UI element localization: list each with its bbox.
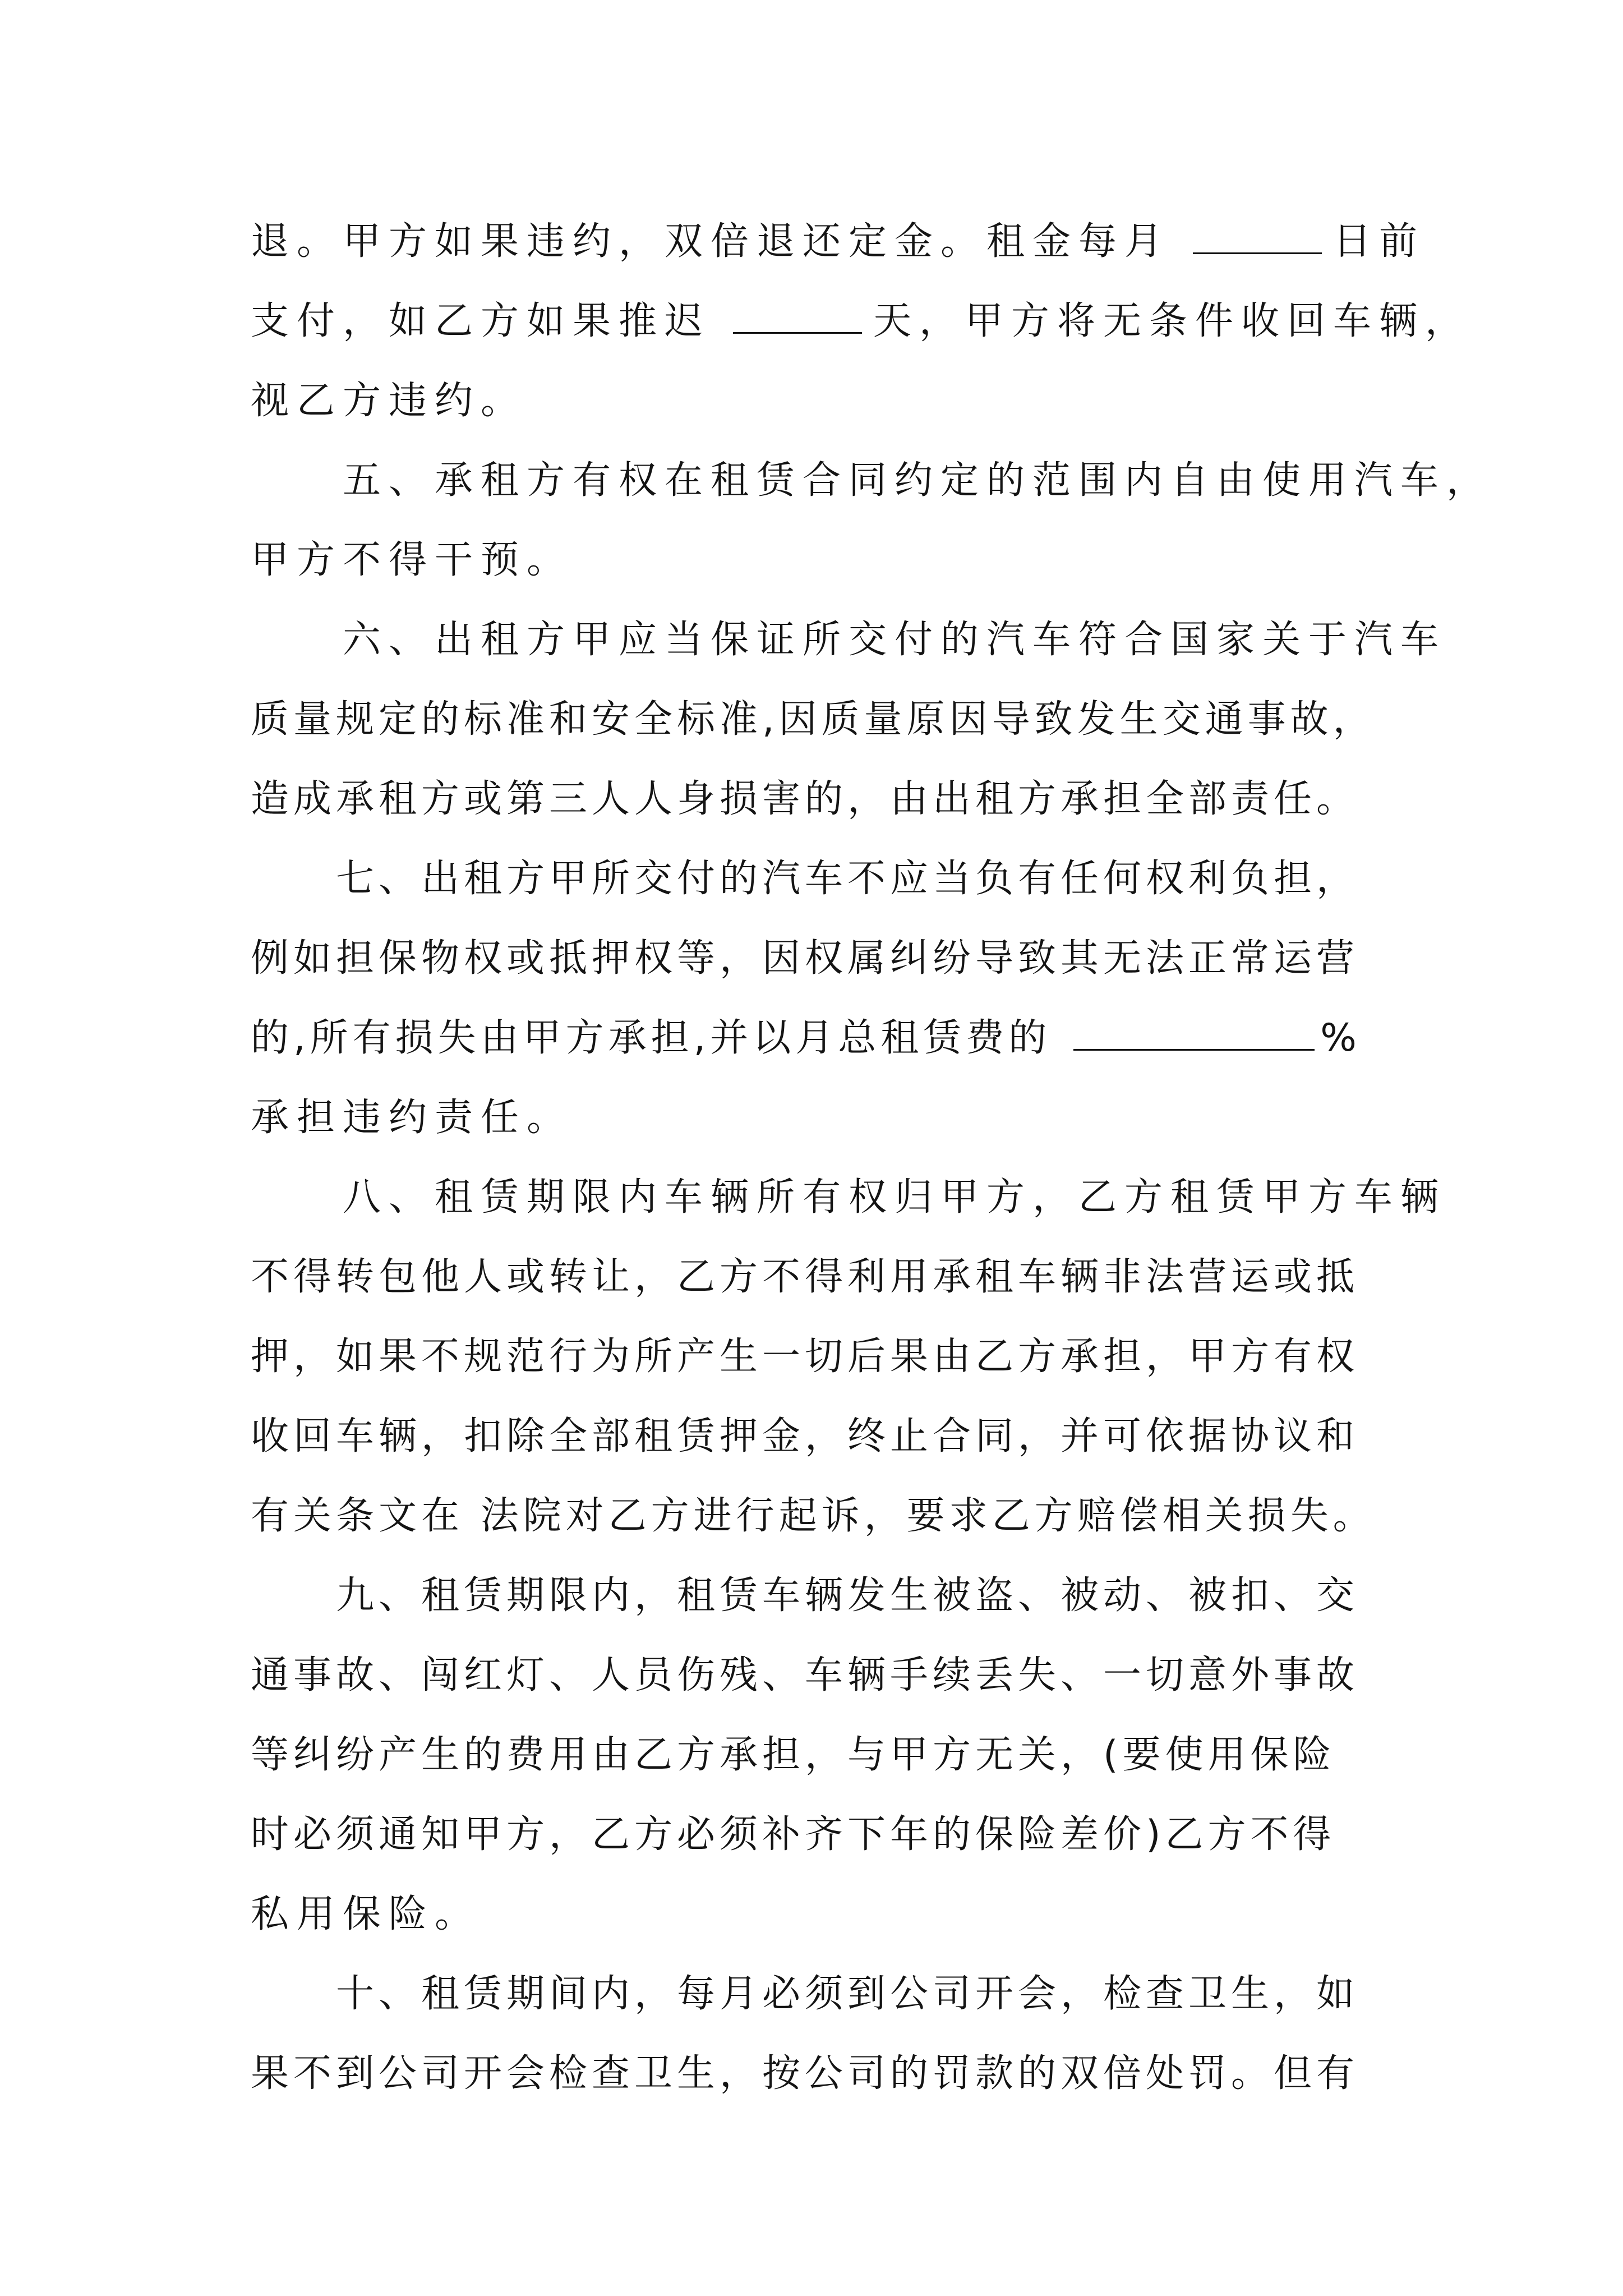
paragraph-clause-9 [251,1556,1384,1954]
paragraph-clause-6 [251,600,1447,839]
text-line: 时必须通知甲方，乙方必须补齐下年的保险差价)乙方不得 [251,1812,1336,1857]
paragraph-clause-10 [251,1954,1384,2114]
text-line: 私用保险。 [251,1892,481,1936]
paragraph-clause-8 [251,1158,1447,1556]
text-line: 八、租赁期限内车辆所有权归甲方，乙方租赁甲方车辆 [251,1175,1447,1220]
text-line: 通事故、闯红灯、人员伤残、车辆手续丢失、一切意外事故 [251,1653,1359,1697]
text-line: 视乙方违约。 [251,379,527,423]
text-line: 果不到公司开会检查卫生，按公司的罚款的双倍处罚。但有 [251,2051,1359,2096]
text-segment: % [1320,1016,1361,1060]
text-line: 收回车辆，扣除全部租赁押金，终止合同，并可依据协议和 [251,1414,1359,1458]
fill-in-blank-penalty-percent[interactable] [1073,1015,1315,1051]
text-line: 押，如果不规范行为所产生一切后果由乙方承担，甲方有权 [251,1335,1359,1379]
fill-in-blank-payment-day[interactable] [1193,219,1322,254]
text-line: 有关条文在 法院对乙方进行起诉，要求乙方赔偿相关损失。 [251,1494,1376,1538]
text-line: 六、出租方甲应当保证所交付的汽车符合国家关于汽车 [251,618,1447,662]
text-line: 七、出租方甲所交付的汽车不应当负有任何权利负担， [251,857,1359,901]
paragraph-clause-4-continuation [251,202,1472,441]
text-segment: 的,所有损失由甲方承担,并以月总租赁费的 [251,1016,1052,1060]
text-segment: 日前 [1333,219,1426,264]
text-line [251,999,1384,1078]
text-line: 质量规定的标准和安全标准,因质量原因导致发生交通事故， [251,697,1376,742]
text-segment: 退。甲方如果违约，双倍退还定金。租金每月 [251,219,1171,264]
text-line: 五、承租方有权在租赁合同约定的范围内自由使用汽车， [251,458,1493,503]
text-segment: 天，甲方将无条件收回车辆， [873,299,1472,343]
paragraph-clause-5 [251,441,1493,600]
text-line: 甲方不得干预。 [251,538,573,582]
paragraph-clause-7 [251,839,1384,1158]
text-segment: 支付，如乙方如果推迟 [251,299,711,343]
text-line: 等纠纷产生的费用由乙方承担，与甲方无关，(要使用保险 [251,1733,1336,1777]
text-line: 十、租赁期间内，每月必须到公司开会，检查卫生，如 [251,1972,1359,2016]
text-line [251,202,1426,282]
text-line: 承担违约责任。 [251,1096,573,1140]
text-line [251,282,1472,361]
text-line: 不得转包他人或转让，乙方不得利用承租车辆非法营运或抵 [251,1255,1359,1299]
document-body [251,202,1493,2114]
text-line: 造成承租方或第三人人身损害的，由出租方承担全部责任。 [251,777,1359,821]
fill-in-blank-delay-days[interactable] [733,298,862,334]
text-line: 九、租赁期限内，租赁车辆发生被盗、被动、被扣、交 [251,1573,1359,1618]
text-line: 例如担保物权或抵押权等，因权属纠纷导致其无法正常运营 [251,936,1359,981]
